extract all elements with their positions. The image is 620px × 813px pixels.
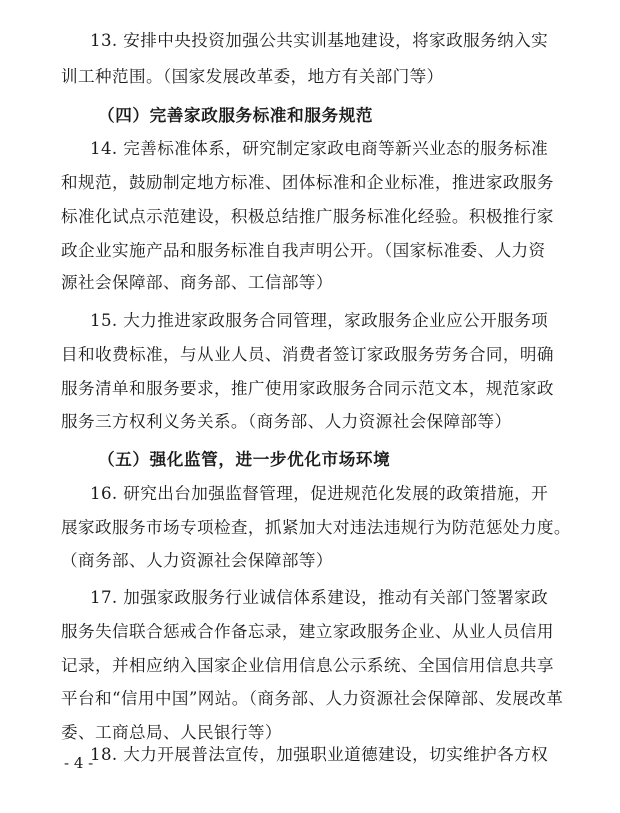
item-15-line-3: 服务清单和服务要求，推广使用家政服务合同示范文本，规范家政 [61,379,554,398]
item-13-line-1: 13. 安排中央投资加强公共实训基地建设，将家政服务纳入实 [90,31,549,50]
item-14-line-2: 和规范，鼓励制定地方标准、团体标准和企业标准，推进家政服务 [61,173,554,192]
item-15-line-1: 15. 大力推进家政服务合同管理，家政服务企业应公开服务项 [90,311,549,330]
item-17-line-2: 服务失信联合惩戒合作备忘录，建立家政服务企业、从业人员信用 [61,622,554,641]
item-14-line-3: 标准化试点示范建设，积极总结推广服务标准化经验。积极推行家 [61,207,554,226]
item-13-line-2: 训工种范围。（国家发展改革委，地方有关部门等） [61,67,444,86]
item-15-line-4: 服务三方权利义务关系。（商务部、人力资源社会保障部等） [61,412,512,431]
item-14-line-5: 源社会保障部、商务部、工信部等） [61,273,333,292]
page-number: - 4 - [64,754,94,772]
item-16-line-3: （商务部、人力资源社会保障部等） [61,551,333,570]
item-16-line-1: 16. 研究出台加强监督管理，促进规范化发展的政策措施，开 [90,484,549,503]
item-16-line-2: 展家政服务市场专项检查，抓紧加大对违法违规行为防范惩处力度。 [61,518,571,537]
item-17-line-3: 记录，并相应纳入国家企业信用信息公示系统、全国信用信息共享 [61,656,554,675]
section-heading-5: （五）强化监管，进一步优化市场环境 [98,449,391,469]
item-15-line-2: 目和收费标准，与从业人员、消费者签订家政服务劳务合同，明确 [61,345,554,364]
item-17-line-1: 17. 加强家政服务行业诚信体系建设，推动有关部门签署家政 [90,588,549,607]
section-heading-4: （四）完善家政服务标准和服务规范 [98,105,374,125]
item-17-line-4: 平台和“信用中国”网站。（商务部、人力资源社会保障部、发展改革 [61,689,564,708]
item-14-line-4: 政企业实施产品和服务标准自我声明公开。（国家标准委、人力资 [61,241,546,260]
item-18-line-1: 18. 大力开展普法宣传，加强职业道德建设，切实维护各方权 [90,745,549,764]
item-17-line-5: 委、工商总局、人民银行等） [61,723,282,742]
item-14-line-1: 14. 完善标准体系，研究制定家政电商等新兴业态的服务标准 [90,139,549,158]
